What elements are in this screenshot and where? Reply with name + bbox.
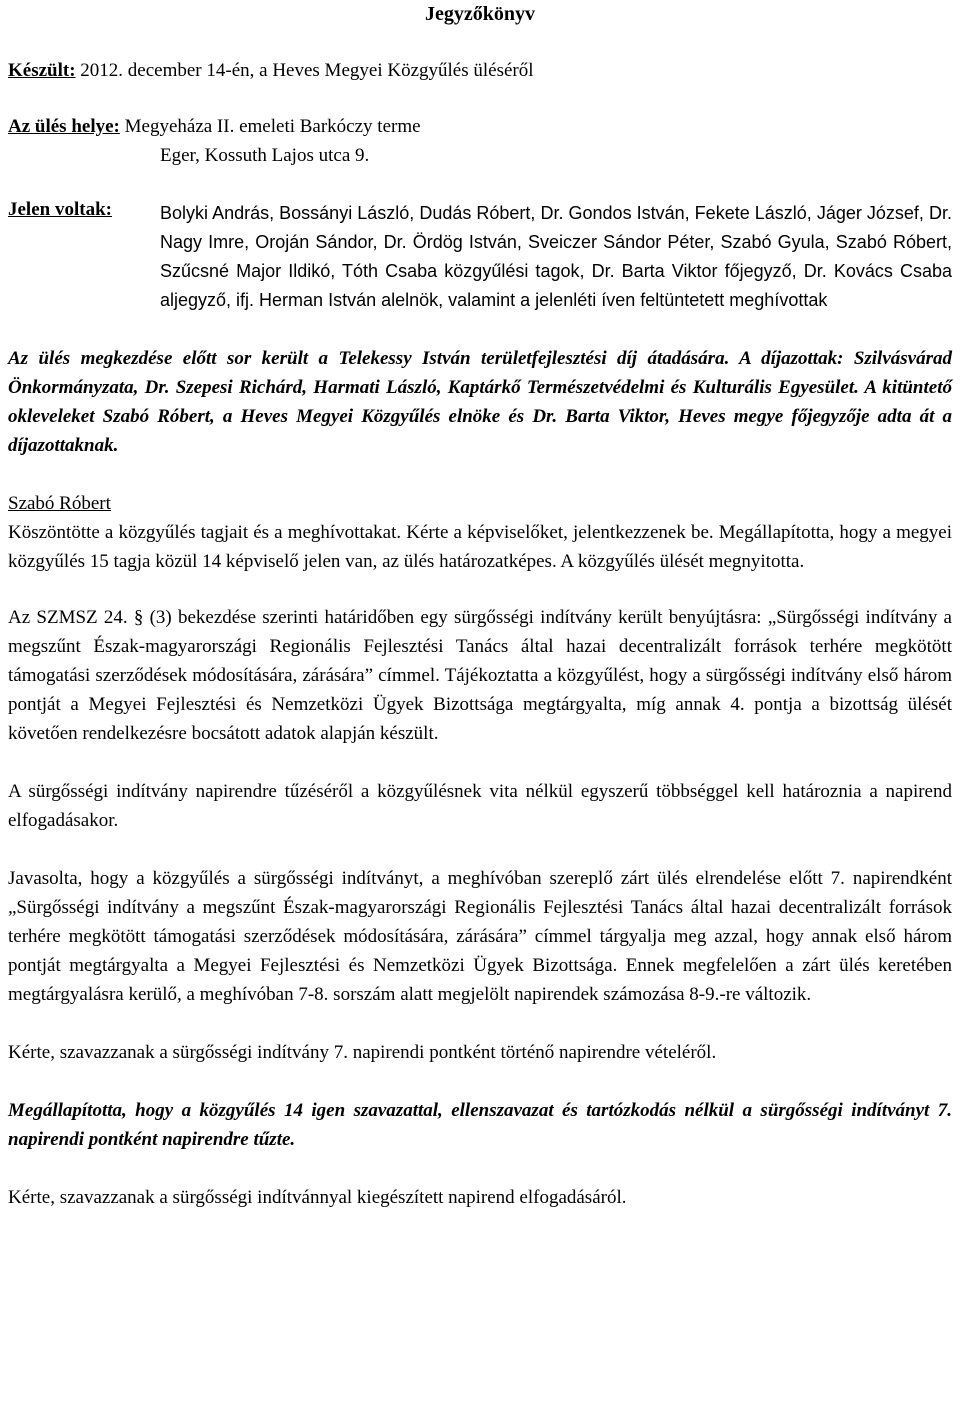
keszult-line xyxy=(8,56,952,85)
helye-label: Az ülés helye: xyxy=(8,116,120,137)
dij-intro: Az ülés megkezdése előtt sor került a Telekessy István területfejlesztési díj átadására. A díjazottak: Szilvásvárad Önkormányzata, Dr. Szepesi Richárd, Harmati László, Kaptárkő Természetvédelmi és Kulturális Egyesület. A kitüntető okleveleket Szabó Róbert, a Heves Megyei Közgyűlés elnöke és Dr. Barta Viktor, Heves megye főjegyzője adta át a díjazottaknak. xyxy=(8,348,952,456)
document-page xyxy=(8,0,952,1212)
keszult-text: 2012. december 14-én, a Heves Megyei Közgyűlés üléséről xyxy=(75,60,534,81)
helye-line1-text: Megyeháza II. emeleti Barkóczy terme xyxy=(119,116,421,137)
para-2: Az SZMSZ 24. § (3) bekezdése szerinti határidőben egy sürgősségi indítvány került benyújtásra: „Sürgősségi indítvány a megszűnt Észak-magyarországi Regionális Fejlesztési Tanács által hazai decentralizált források terhére megkötött támogatási szerződések módosítására, zárására” címmel. Tájékoztatta a közgyűlést, hogy a sürgősségi indítvány első három pontját a Megyei Fejlesztési és Nemzetközi Ügyek Bizottsága megtárgyalta, míg annak 4. pontja a bizottság ülését követően rendelkezésre bocsátott adatok alapján készült. xyxy=(8,607,952,744)
helye-line1 xyxy=(8,112,952,141)
speaker-name: Szabó Róbert xyxy=(8,493,111,514)
para-7: Kérte, szavazzanak a sürgősségi indítvánnyal kiegészített napirend elfogadásáról. xyxy=(8,1187,627,1208)
jelen-text: Bolyki András, Bossányi László, Dudás Róbert, Dr. Gondos István, Fekete László, Jáger József, Dr. Nagy Imre, Oroján Sándor, Dr. Ördög István, Sveiczer Sándor Péter, Szabó Gyula, Szabó Róbert, Szűcsné Major Ildikó, Tóth Csaba közgyűlési tagok, Dr. Barta Viktor főjegyző, Dr. Kovács Csaba aljegyző, ifj. Herman István alelnök, valamint a jelenléti íven feltüntetett meghívottak xyxy=(160,203,952,310)
jelen-block xyxy=(8,199,952,315)
para-6: Megállapította, hogy a közgyűlés 14 igen szavazattal, ellenszavazat és tartózkodás nélkül a sürgősségi indítványt 7. napirendi pontként napirendre tűzte. xyxy=(8,1100,952,1150)
keszult-label: Készült: xyxy=(8,60,76,81)
para-4: Javasolta, hogy a közgyűlés a sürgősségi indítványt, a meghívóban szereplő zárt ülés elrendelése előtt 7. napirendként „Sürgősségi indítvány a megszűnt Észak-magyarországi Regionális Fejlesztési Tanács által hazai decentralizált források terhére megkötött támogatási szerződések módosítására, zárására” címmel tárgyalja meg azzal, hogy annak első három pontját megtárgyalta a Megyei Fejlesztési és Nemzetközi Ügyek Bizottsága. Ennek megfelelően a zárt ülés keretében megtárgyalásra kerülő, a meghívóban 7-8. sorszám alatt megjelölt napirendek számozása 8-9.-re változik. xyxy=(8,868,952,1005)
para-5: Kérte, szavazzanak a sürgősségi indítvány 7. napirendi pontként történő napirendre vételéről. xyxy=(8,1042,717,1063)
para-1: Köszöntötte a közgyűlés tagjait és a meghívottakat. Kérte a képviselőket, jelentkezzenek be. Megállapította, hogy a megyei közgyűlés 15 tagja közül 14 képviselő jelen van, az ülés határozatképes. A közgyűlés ülését megnyitotta. xyxy=(8,522,952,572)
page-title: Jegyzőkönyv xyxy=(425,3,535,25)
para-3: A sürgősségi indítvány napirendre tűzéséről a közgyűlésnek vita nélkül egyszerű többséggel kell határoznia a napirend elfogadásakor. xyxy=(8,781,952,831)
helye-line2: Eger, Kossuth Lajos utca 9. xyxy=(160,145,370,166)
jelen-label: Jelen voltak: xyxy=(8,199,112,220)
